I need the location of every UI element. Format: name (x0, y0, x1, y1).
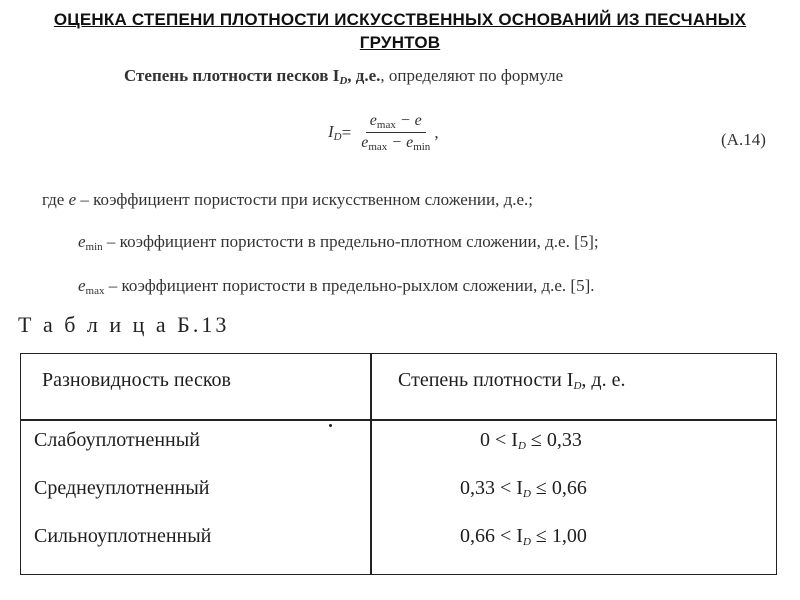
table-row-3-range (460, 525, 587, 548)
equation-number: (А.14) (721, 130, 766, 149)
table-caption: Т а б л и ц а Б.13 (18, 312, 230, 337)
definition-e (42, 190, 533, 210)
definition-sub: max (85, 285, 105, 297)
header-density-unit: , д. е. (581, 369, 626, 391)
intro-bold-main: Степень плотности песков I (124, 66, 340, 85)
range-low: 0 < I (480, 429, 518, 451)
definition-symbol: e (68, 190, 77, 209)
intro-normal-text: , определяют по формуле (380, 66, 564, 85)
density-formula (328, 112, 439, 153)
formula-intro (124, 66, 563, 87)
den-e: e (361, 134, 369, 151)
table-row-3-name: Сильноуплотненный (34, 525, 212, 547)
den-emin-sub: min (413, 141, 431, 153)
range-low: 0,33 < I (460, 477, 523, 499)
num-minus-e: − e (395, 112, 422, 129)
density-table (20, 353, 777, 575)
formula-lhs-sub: D (333, 131, 342, 143)
table-column-divider (370, 353, 372, 575)
range-low: 0,66 < I (460, 525, 523, 547)
formula-numerator (366, 112, 426, 133)
table-row-1-range (480, 429, 582, 452)
definition-symbol: e (78, 276, 86, 295)
den-e-sub: max (368, 141, 388, 153)
formula-equals: = (341, 122, 352, 142)
definition-text: – коэффициент пористости при искусственном сложении, д.е.; (76, 190, 534, 209)
table-dot-mark (329, 424, 332, 427)
range-high: ≤ 0,33 (525, 429, 582, 451)
range-high: ≤ 1,00 (530, 525, 587, 547)
formula-comma: , (434, 122, 439, 142)
intro-bold-sub: D (339, 75, 348, 87)
definition-text: – коэффициент пористости в предельно-рыхлом сложении, д.е. [5]. (104, 276, 595, 295)
range-sub: D (522, 488, 531, 500)
range-sub: D (522, 536, 531, 548)
range-high: ≤ 0,66 (530, 477, 587, 499)
definition-text: – коэффициент пористости в предельно-плотном сложении, д.е. [5]; (102, 232, 599, 251)
formula-lhs: I (328, 122, 334, 141)
header-density-sub: D (573, 380, 582, 392)
table-row-1-name: Слабоуплотненный (34, 429, 200, 451)
page-title: ОЦЕНКА СТЕПЕНИ ПЛОТНОСТИ ИСКУССТВЕННЫХ ОСНОВАНИЙ ИЗ ПЕСЧАНЫХ ГРУНТОВ (53, 10, 747, 52)
num-e-sub: max (376, 119, 396, 131)
definition-prefix: где (42, 190, 69, 209)
definition-emax (78, 276, 595, 297)
formula-fraction (357, 112, 434, 153)
header-density-text: Степень плотности I (398, 369, 574, 391)
table-row-2-range (460, 477, 587, 500)
formula-denominator (357, 133, 434, 153)
table-header-sand-type: Разновидность песков (42, 369, 231, 391)
num-e: e (369, 112, 377, 129)
table-header-density (398, 369, 625, 392)
definition-emin (78, 232, 599, 253)
table-row-2-name: Среднеуплотненный (34, 477, 210, 499)
range-sub: D (517, 440, 526, 452)
definition-symbol: e (78, 232, 86, 251)
intro-bold-tail: , д.е. (347, 66, 381, 85)
den-minus-e: − e (387, 134, 414, 151)
table-header-divider (20, 419, 777, 421)
definition-sub: min (85, 241, 103, 253)
intro-bold-text (124, 66, 380, 85)
